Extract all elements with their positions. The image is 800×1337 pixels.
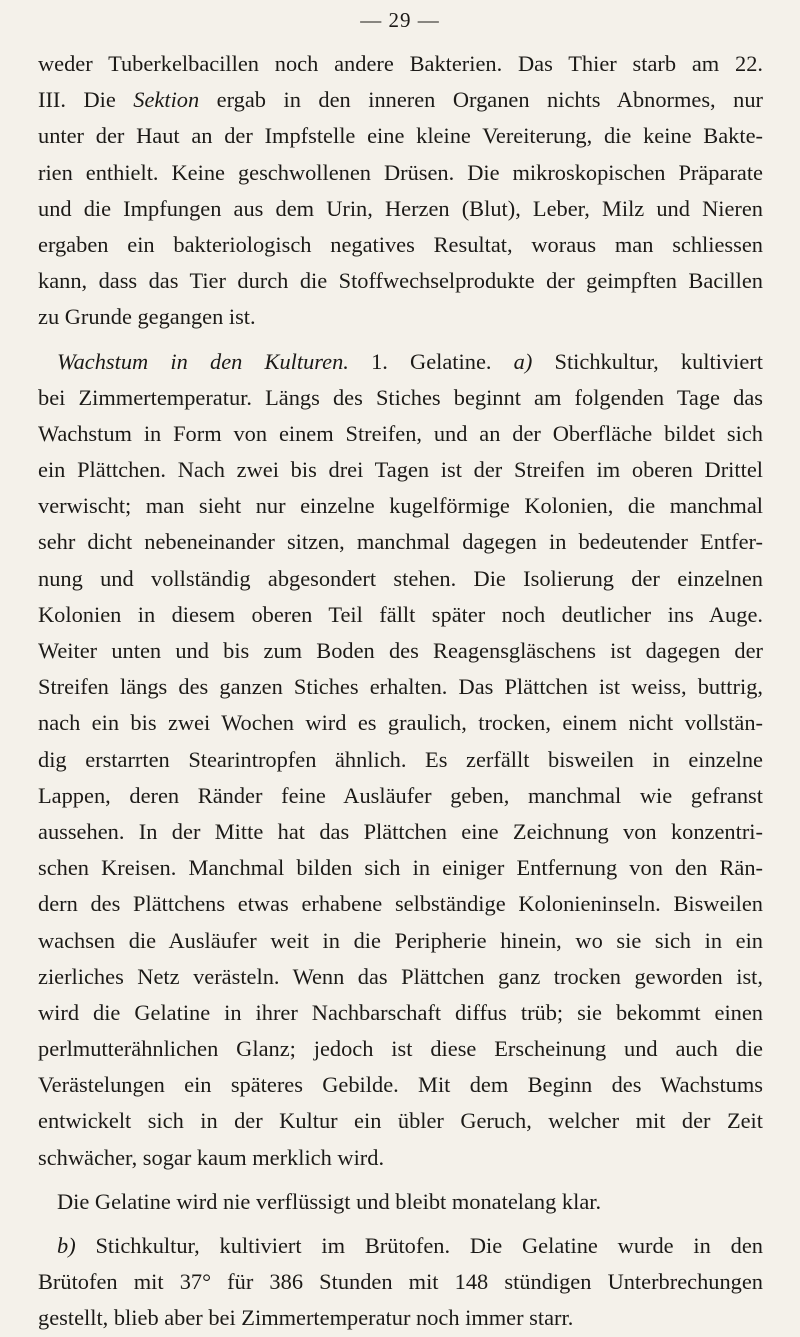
text-segment: 1. Gelatine. (348, 348, 514, 374)
italic-text: b) (57, 1233, 76, 1258)
text-segment: Stichkultur, kultiviert im Brütofen. Die Gelatine wurde in den (75, 1233, 763, 1258)
text-line (38, 886, 763, 922)
text-segment: wachsen die Ausläufer weit in die Peripherie hinein, wo sie sich in ein (38, 927, 763, 953)
text-line (38, 1228, 763, 1264)
text-segment: ergab in den inneren Organen nichts Abnormes, nur (199, 87, 763, 113)
text-line (38, 1140, 763, 1176)
text-line (38, 1264, 763, 1300)
text-segment: kann, dass das Tier durch die Stoffwechselprodukte der geimpften Bacillen (38, 268, 763, 294)
text-segment: verwischt; man sieht nur einzelne kugelförmige Kolonien, die manchmal (38, 493, 763, 519)
text-segment: ergaben ein bakteriologisch negatives Resultat, woraus man schliessen (38, 231, 763, 257)
text-line (38, 1067, 763, 1103)
text-line (38, 995, 763, 1031)
text-line (38, 669, 763, 705)
text-segment: sehr dicht nebeneinander sitzen, manchmal dagegen in bedeutender Entfer- (38, 529, 763, 555)
text-segment: ein Plättchen. Nach zwei bis drei Tagen ist der Streifen im oberen Drittel (38, 457, 763, 483)
text-line (38, 46, 763, 82)
text-segment: rien enthielt. Keine geschwollenen Drüsen. Die mikroskopischen Präparate (38, 159, 763, 185)
page-number: — 29 — (360, 8, 440, 32)
text-segment: perlmutterähnlichen Glanz; jedoch ist diese Erscheinung und auch die (38, 1036, 763, 1062)
text-line (38, 118, 763, 154)
text-line (38, 1103, 763, 1139)
text-line (38, 633, 763, 669)
text-segment: entwickelt sich in der Kultur ein übler Geruch, welcher mit der Zeit (38, 1108, 763, 1134)
text-line (38, 850, 763, 886)
text-line (38, 82, 763, 118)
italic-text: Sektion (133, 87, 200, 113)
text-line (38, 778, 763, 814)
italic-text: a) (513, 348, 533, 374)
text-line (38, 263, 763, 299)
text-segment: nung und vollständig abgesondert stehen. Die Isolierung der einzelnen (38, 565, 763, 591)
text-segment: gestellt, blieb aber bei Zimmertemperatur noch immer starr. (38, 1305, 574, 1331)
text-line (38, 299, 763, 335)
text-segment: unter der Haut an der Impfstelle eine kleine Vereiterung, die keine Bakte- (38, 123, 763, 149)
text-segment: zierliches Netz verästeln. Wenn das Plättchen ganz trocken geworden ist, (38, 963, 763, 989)
text-segment: weder Tuberkelbacillen noch andere Bakterien. Das Thier starb am 22. (38, 51, 763, 76)
text-segment: III. Die (38, 87, 134, 113)
text-segment: nach ein bis zwei Wochen wird es graulich, trocken, einem nicht vollstän- (38, 710, 763, 736)
text-segment: Verästelungen ein späteres Gebilde. Mit dem Beginn des Wachstums (38, 1072, 763, 1098)
text-line (38, 561, 763, 597)
text-segment: dern des Plättchens etwas erhabene selbständige Kolonieninseln. Bisweilen (38, 891, 763, 917)
text-line (38, 488, 763, 524)
text-line (38, 416, 763, 452)
text-segment: schen Kreisen. Manchmal bilden sich in einiger Entfernung von den Rän- (38, 855, 763, 881)
text-line (38, 191, 763, 227)
text-line (38, 344, 763, 380)
text-line (38, 452, 763, 488)
text-segment: Streifen längs des ganzen Stiches erhalten. Das Plättchen ist weiss, buttrig, (38, 674, 763, 700)
text-line (38, 923, 763, 959)
text-segment: Lappen, deren Ränder feine Ausläufer geben, manchmal wie gefranst (38, 782, 763, 808)
text-line (38, 380, 763, 416)
text-line (38, 705, 763, 741)
text-segment: Weiter unten und bis zum Boden des Reagensgläschens ist dagegen der (38, 638, 763, 663)
text-segment: aussehen. In der Mitte hat das Plättchen eine Zeichnung von konzentri- (38, 818, 763, 844)
text-segment: Wachstum in Form von einem Streifen, und an der Oberfläche bildet sich (38, 420, 763, 446)
text-segment: und die Impfungen aus dem Urin, Herzen (Blut), Leber, Milz und Nieren (38, 195, 763, 221)
text-line (38, 1300, 763, 1336)
text-segment: Stichkultur, kultiviert (532, 348, 763, 374)
text-segment: wird die Gelatine in ihrer Nachbarschaft diffus trüb; sie bekommt einen (38, 999, 763, 1025)
body-text (38, 46, 763, 1337)
text-line (38, 959, 763, 995)
text-line (38, 597, 763, 633)
text-segment: Kolonien in diesem oberen Teil fällt später noch deutlicher ins Auge. (38, 601, 763, 627)
text-line (38, 155, 763, 191)
text-line (38, 1031, 763, 1067)
text-segment: Die Gelatine wird nie verflüssigt und bleibt monatelang klar. (57, 1188, 602, 1214)
text-segment: bei Zimmertemperatur. Längs des Stiches beginnt am folgenden Tage das (38, 384, 763, 410)
text-segment: dig erstarrten Stearintropfen ähnlich. Es zerfällt bisweilen in einzelne (38, 746, 763, 772)
text-line (38, 227, 763, 263)
text-segment: Brütofen mit 37° für 386 Stunden mit 148 stündigen Unterbrechungen (38, 1269, 763, 1295)
text-line (38, 1184, 763, 1220)
text-line (38, 524, 763, 560)
text-segment: schwächer, sogar kaum merklich wird. (38, 1144, 385, 1170)
text-line (38, 742, 763, 778)
text-line (38, 814, 763, 850)
italic-text: Wachstum in den Kulturen. (57, 348, 349, 374)
text-segment: zu Grunde gegangen ist. (38, 304, 256, 330)
